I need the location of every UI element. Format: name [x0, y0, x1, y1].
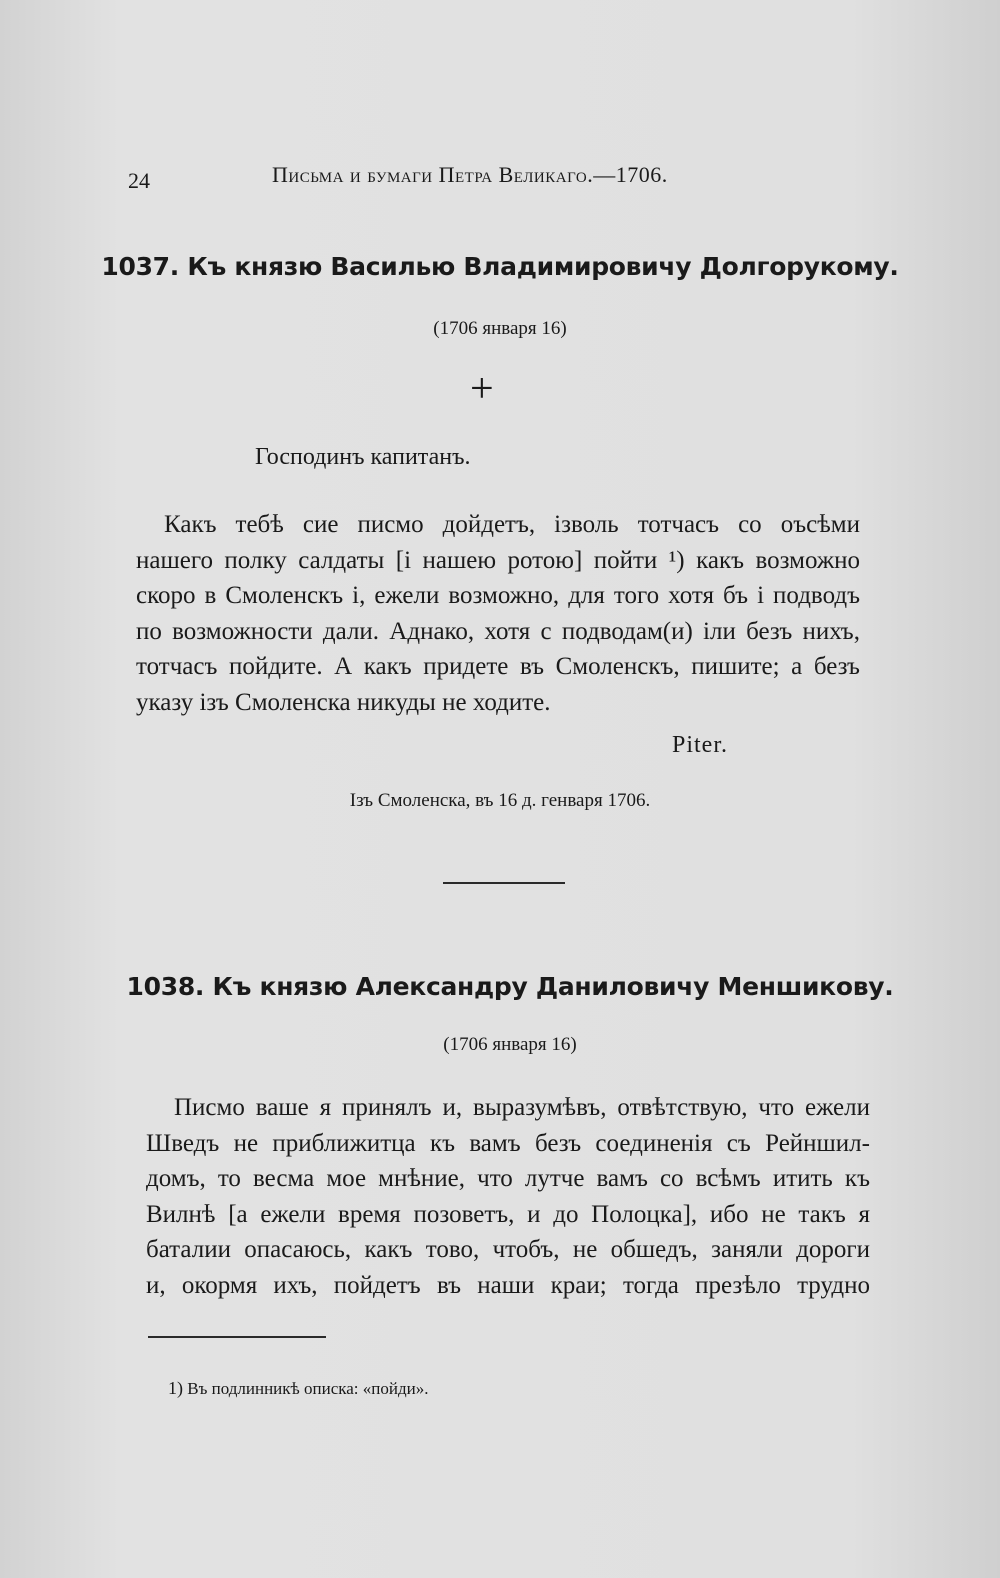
letter-1037-date: (1706 января 16) [433, 318, 567, 339]
footnote-text: Въ подлинникѣ описка: «пойди». [187, 1379, 429, 1398]
page-number: 24 [128, 168, 150, 193]
signature: Piter. [672, 732, 729, 758]
letter-1038-body [146, 1090, 870, 1303]
body-line: тотчасъ пойдите. А какъ придете въ Смоленскъ, пишите; а безъ [136, 653, 860, 680]
letter-1037-body [136, 507, 860, 720]
footnote-marker: 1) [168, 1378, 183, 1398]
letter-1037-heading: 1037. Къ князю Василью Владимировичу Долгорукому. [101, 252, 899, 281]
body-line: указу ізъ Смоленска никуды не ходите. [136, 688, 551, 716]
body-line: домъ, то весма мое мнѣние, что лутче вамъ со всѣмъ итить къ [146, 1165, 870, 1192]
running-title-text: Письма и бумаги Петра Великаго.—1706. [272, 162, 668, 187]
letter-1038-date: (1706 января 16) [443, 1034, 577, 1055]
running-title [272, 162, 668, 188]
footnote [168, 1378, 428, 1399]
body-line: Писмо ваше я принялъ и, выразумѣвъ, отвѣтствую, что ежели [174, 1094, 870, 1121]
body-line: по возможности дали. Аднако, хотя с подводам(и) іли безъ нихъ, [136, 617, 860, 645]
body-line: Какъ тебѣ сие писмо дойдетъ, ізволь тотчасъ со оъсѣми [164, 511, 860, 538]
body-line: нашего полку салдаты [і нашею ротою] пойти ¹) какъ возможно [136, 546, 860, 574]
body-line: и, окормя ихъ, пойдетъ въ наши краи; тогда презѣло трудно [146, 1271, 870, 1299]
section-divider [443, 882, 565, 884]
footnote-rule [148, 1336, 326, 1338]
body-line: Шведъ не приближитца къ вамъ безъ соединенія съ Рейншил- [146, 1129, 870, 1157]
body-line: баталии опасаюсь, какъ тово, чтобъ, не обшедъ, заняли дороги [146, 1236, 870, 1263]
body-line: Вилнѣ [а ежели время позоветъ, и до Полоцка], ибо не такъ я [146, 1200, 870, 1228]
cross-symbol: + [470, 366, 494, 412]
body-line: скоро в Смоленскъ і, ежели возможно, для того хотя бъ і подводъ [136, 582, 860, 609]
letter-1038-heading: 1038. Къ князю Александру Даниловичу Меншикову. [126, 972, 894, 1001]
letter-1037-place-date: Ізъ Смоленска, въ 16 д. генваря 1706. [349, 790, 651, 811]
letter-1037-salutation: Господинъ капитанъ. [255, 444, 471, 470]
